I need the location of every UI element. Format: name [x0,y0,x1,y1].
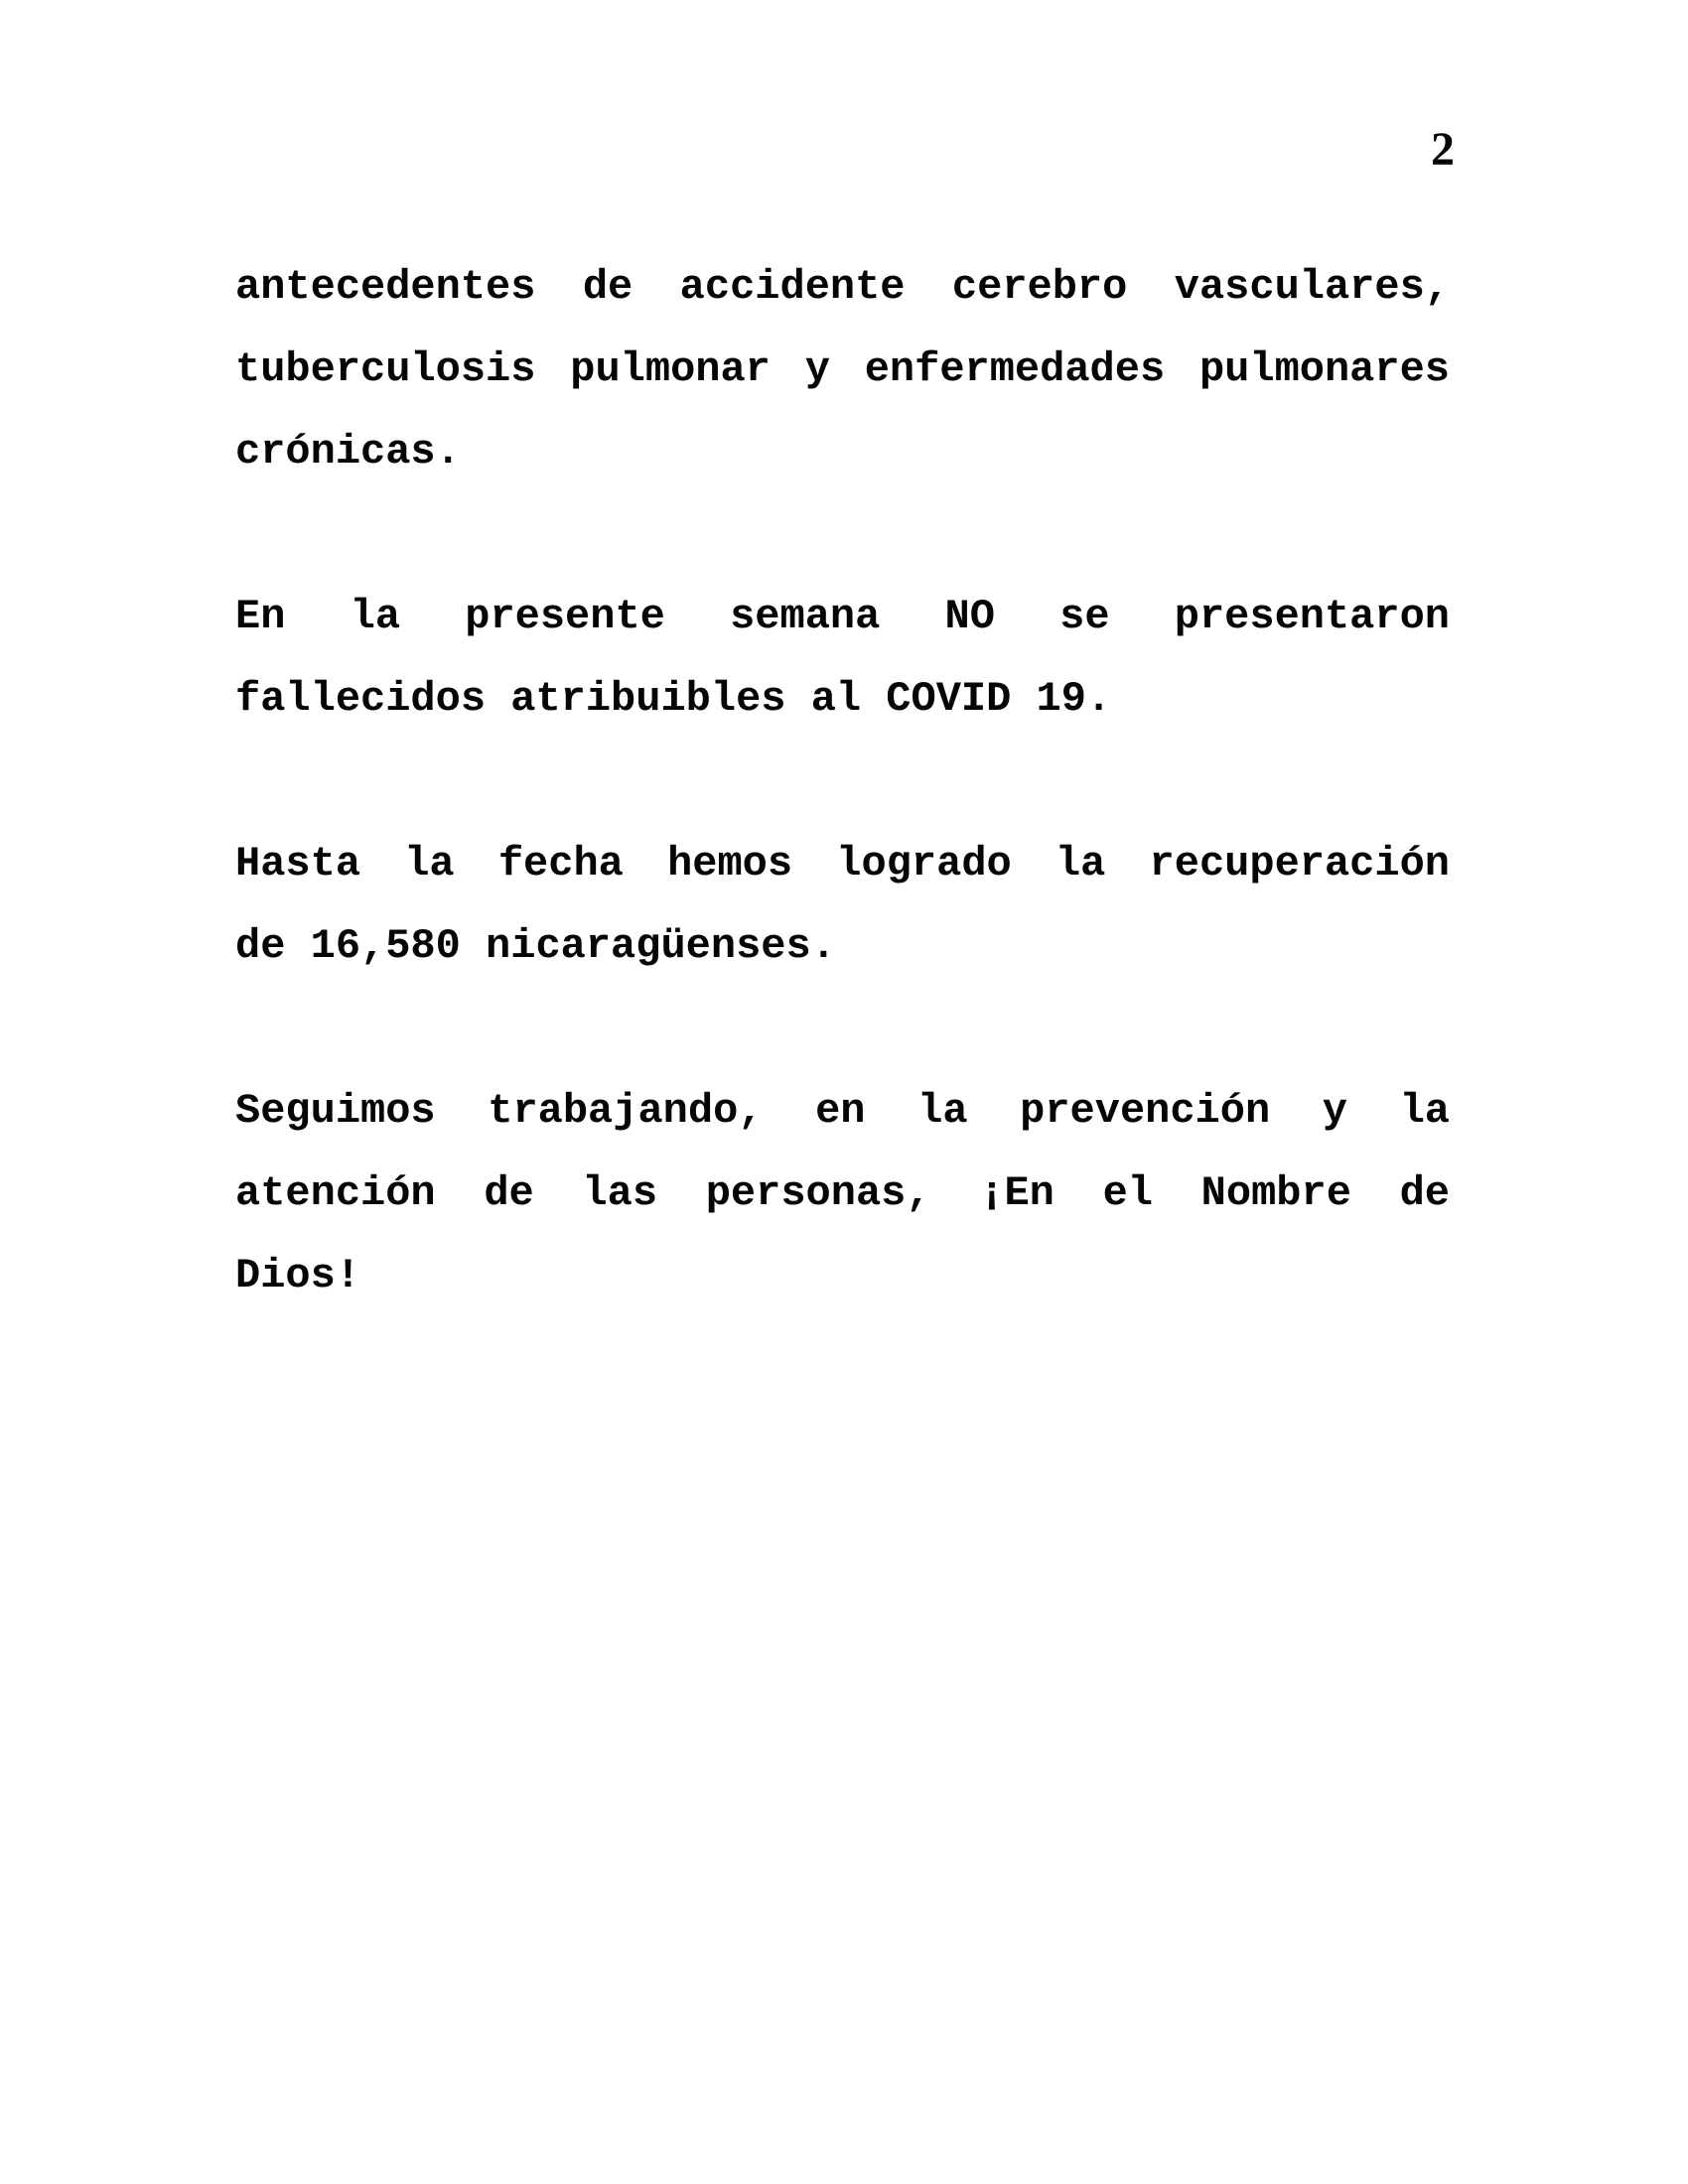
text-line: Hasta la fecha hemos logrado la recuperación [235,840,1450,887]
text-line: de 16,580 nicaragüenses. [235,922,836,970]
text-line: crónicas. [235,428,461,476]
text-line: antecedentes de accidente cerebro vasculares, [235,263,1450,311]
text-line: Dios! [235,1252,361,1299]
text-line: En la presente semana NO se presentaron [235,593,1450,640]
text-line: atención de las personas, ¡En el Nombre de [235,1169,1450,1217]
paragraph-comorbidities [235,246,1450,493]
text-line: fallecidos atribuibles al COVID 19. [235,675,1112,723]
text-line: Seguimos trabajando, en la prevención y la [235,1087,1450,1135]
document-body [235,246,1450,1400]
text-line: tuberculosis pulmonar y enfermedades pulmonares [235,345,1450,393]
paragraph-closing [235,1070,1450,1317]
paragraph-recovered [235,823,1450,988]
paragraph-no-deaths [235,576,1450,741]
page-number: 2 [1431,123,1455,176]
